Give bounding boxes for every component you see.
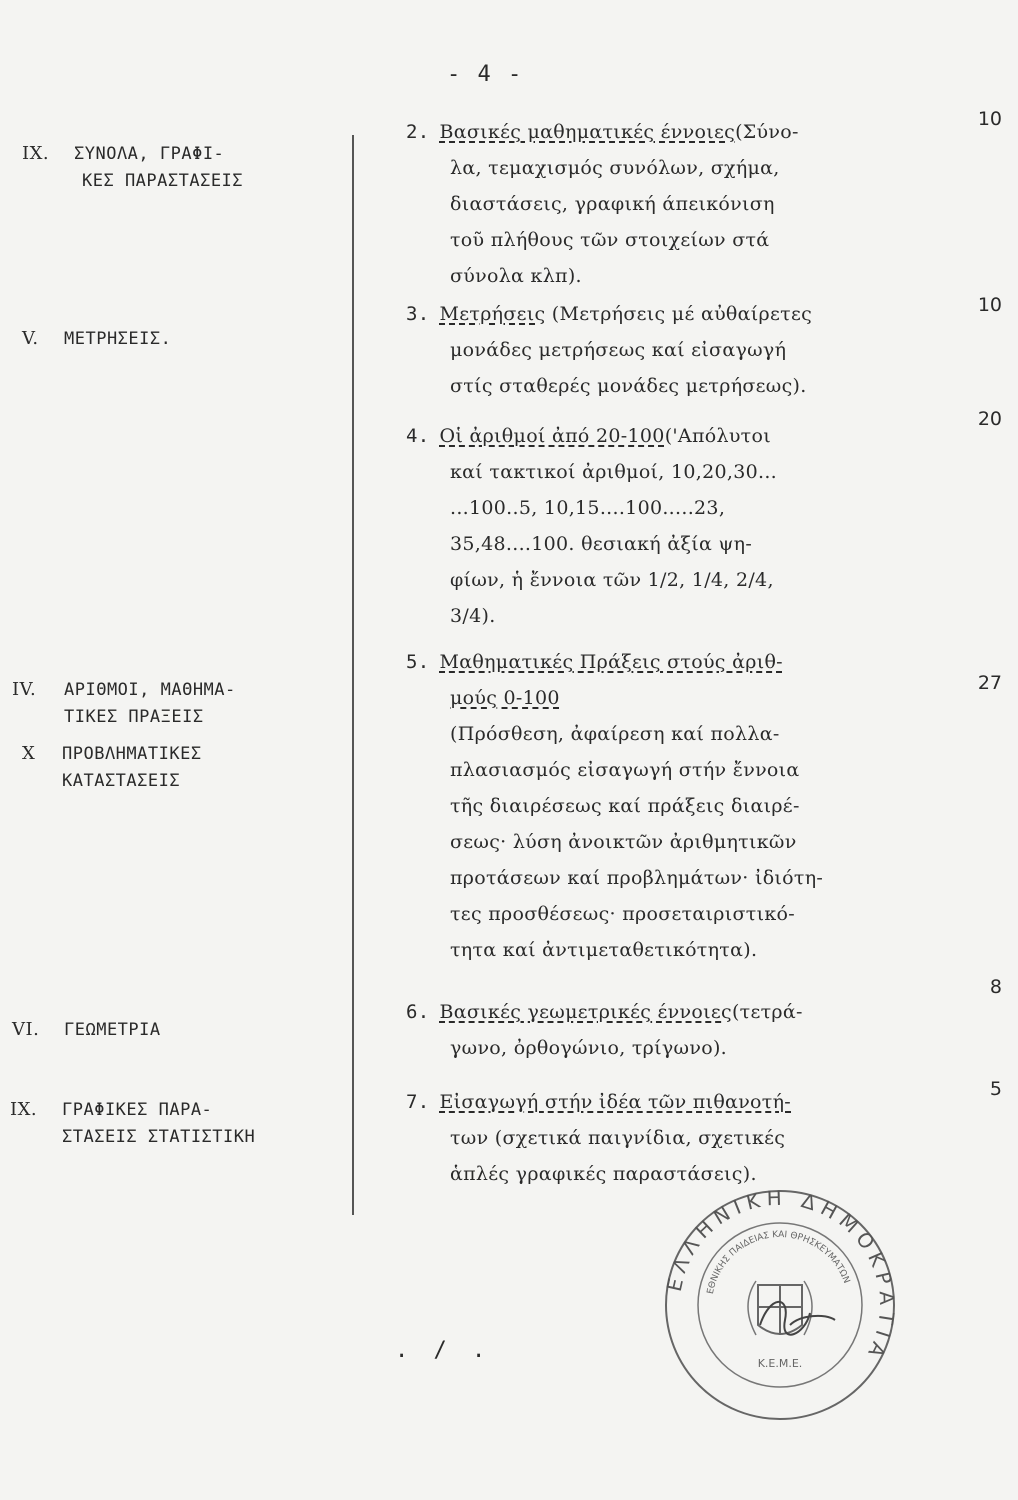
item-text: 3/4).	[450, 605, 496, 627]
item-title: Εἰσαγωγή στήν ἰδέα τῶν πιθανοτή-	[439, 1091, 791, 1113]
item-text: τες προσθέσεως· προσεταιριστικό-	[450, 903, 795, 925]
item-7	[406, 1084, 941, 1192]
column-divider	[352, 135, 354, 1215]
section-title: ΣΥΝΟΛΑ, ΓΡΑΦΙ-	[74, 144, 225, 164]
item-title: Βασικές γεωμετρικές έννοιες	[439, 1001, 732, 1023]
section-title: ΚΕΣ ΠΑΡΑΣΤΑΣΕΙΣ	[82, 171, 244, 191]
item-4	[406, 418, 941, 634]
section-title: ΓΕΩΜΕΤΡΙΑ	[64, 1020, 161, 1040]
item-number: 6.	[406, 1001, 430, 1023]
item-number: 7.	[406, 1091, 430, 1113]
item-text: ...100..5, 10,15....100.....23,	[450, 497, 726, 519]
section-number: V.	[22, 328, 39, 349]
item-title: Βασικές μαθηματικές έννοιες	[439, 121, 736, 143]
section-title: ΤΙΚΕΣ ΠΡΑΞΕΙΣ	[64, 707, 204, 727]
continuation-mark: . / .	[395, 1338, 492, 1363]
section-number: VI.	[12, 1019, 40, 1040]
item-3	[406, 296, 941, 404]
item-text: τητα καί ἀντιμεταθετικότητα).	[450, 939, 758, 961]
section-geometry	[12, 1016, 161, 1044]
item-text: στίς σταθερές μονάδες μετρήσεως).	[450, 375, 807, 397]
section-title: ΚΑΤΑΣΤΑΣΕΙΣ	[62, 771, 181, 791]
stamp-inner-text: ΕΘΝΙΚΗΣ ΠΑΙΔΕΙΑΣ ΚΑΙ ΘΡΗΣΚΕΥΜΑΤΩΝ	[705, 1229, 852, 1295]
item-number: 5.	[406, 651, 430, 673]
section-number: IX.	[10, 1099, 38, 1120]
item-text: καί τακτικοί ἀριθμοί, 10,20,30...	[450, 461, 778, 483]
item-text: διαστάσεις, γραφική άπεικόνιση	[450, 193, 775, 215]
item-5	[406, 644, 941, 968]
page-number: - 4 -	[447, 62, 524, 87]
item-text: λα, τεμαχισμός συνόλων, σχήμα,	[450, 157, 780, 179]
section-title: ΜΕΤΡΗΣΕΙΣ.	[64, 329, 172, 349]
item-text: γωνο, ὀρθογώνιο, τρίγωνο).	[450, 1037, 727, 1059]
item-number: 4.	[406, 425, 430, 447]
hours-value: 10	[977, 294, 1002, 316]
section-numbers-operations	[12, 676, 236, 731]
section-sets-graphs	[22, 140, 243, 195]
hours-value: 10	[977, 108, 1002, 130]
item-text: σεως· λύση ἀνοικτῶν ἀριθμητικῶν	[450, 831, 797, 853]
item-text: μονάδες μετρήσεως καί εἰσαγωγή	[450, 339, 787, 361]
item-text: σύνολα κλπ).	[450, 265, 582, 287]
item-text: 35,48....100. θεσιακή ἀξία ψη-	[450, 533, 753, 555]
official-stamp	[660, 1185, 900, 1425]
section-title: ΣΤΑΣΕΙΣ ΣΤΑΤΙΣΤΙΚΗ	[62, 1127, 256, 1147]
item-text: (τετρά-	[731, 1001, 803, 1023]
section-number: IX.	[22, 143, 50, 164]
section-title: ΓΡΑΦΙΚΕΣ ΠΑΡΑ-	[62, 1100, 213, 1120]
item-6	[406, 994, 941, 1066]
item-2	[406, 114, 941, 294]
hours-value: 20	[977, 408, 1002, 430]
item-text: (Πρόσθεση, ἀφαίρεση καί πολλα-	[450, 723, 780, 745]
item-title-continued: μούς 0-100	[450, 687, 560, 709]
hours-value: 8	[989, 976, 1002, 998]
item-number: 2.	[406, 121, 430, 143]
item-text: προτάσεων καί προβλημάτων· ἰδιότη-	[450, 867, 824, 889]
stamp-outer-text: ΕΛΛΗΝΙΚΗ ΔΗΜΟΚΡΑΤΙΑ	[661, 1185, 900, 1367]
item-text: των (σχετικά παιγνίδια, σχετικές	[450, 1127, 786, 1149]
item-text: τοῦ πλήθους τῶν στοιχείων στά	[450, 229, 770, 251]
hours-value: 5	[989, 1078, 1002, 1100]
item-title: Μαθηματικές Πράξεις στούς ἀριθ-	[439, 651, 783, 673]
item-text: φίων, ἡ ἔννοια τῶν 1/2, 1/4, 2/4,	[450, 569, 774, 591]
hours-value: 27	[977, 672, 1002, 694]
section-title: ΑΡΙΘΜΟΙ, ΜΑΘΗΜΑ-	[64, 680, 236, 700]
item-text: ἁπλές γραφικές παραστάσεις).	[450, 1163, 757, 1185]
section-title: ΠΡΟΒΛΗΜΑΤΙΚΕΣ	[62, 744, 202, 764]
item-text: (Μετρήσεις μέ αὐθαίρετες	[545, 303, 813, 325]
item-text: (Σύνο-	[735, 121, 799, 143]
item-title: Οἱ ἀριθμοί ἀπό 20-100	[439, 425, 665, 447]
section-problem-situations	[22, 740, 202, 795]
section-number: IV.	[12, 679, 37, 700]
item-title: Μετρήσεις	[439, 303, 546, 325]
item-number: 3.	[406, 303, 430, 325]
item-text: πλασιασμός εἰσαγωγή στήν ἔννοια	[450, 759, 800, 781]
section-number: X	[22, 743, 36, 764]
section-graphs-statistics	[10, 1096, 255, 1151]
item-text: τῆς διαιρέσεως καί πράξεις διαιρέ-	[450, 795, 800, 817]
section-measurements	[22, 325, 171, 353]
stamp-bottom-text: Κ.Ε.Μ.Ε.	[757, 1357, 803, 1370]
item-text: ('Απόλυτοι	[664, 425, 771, 447]
